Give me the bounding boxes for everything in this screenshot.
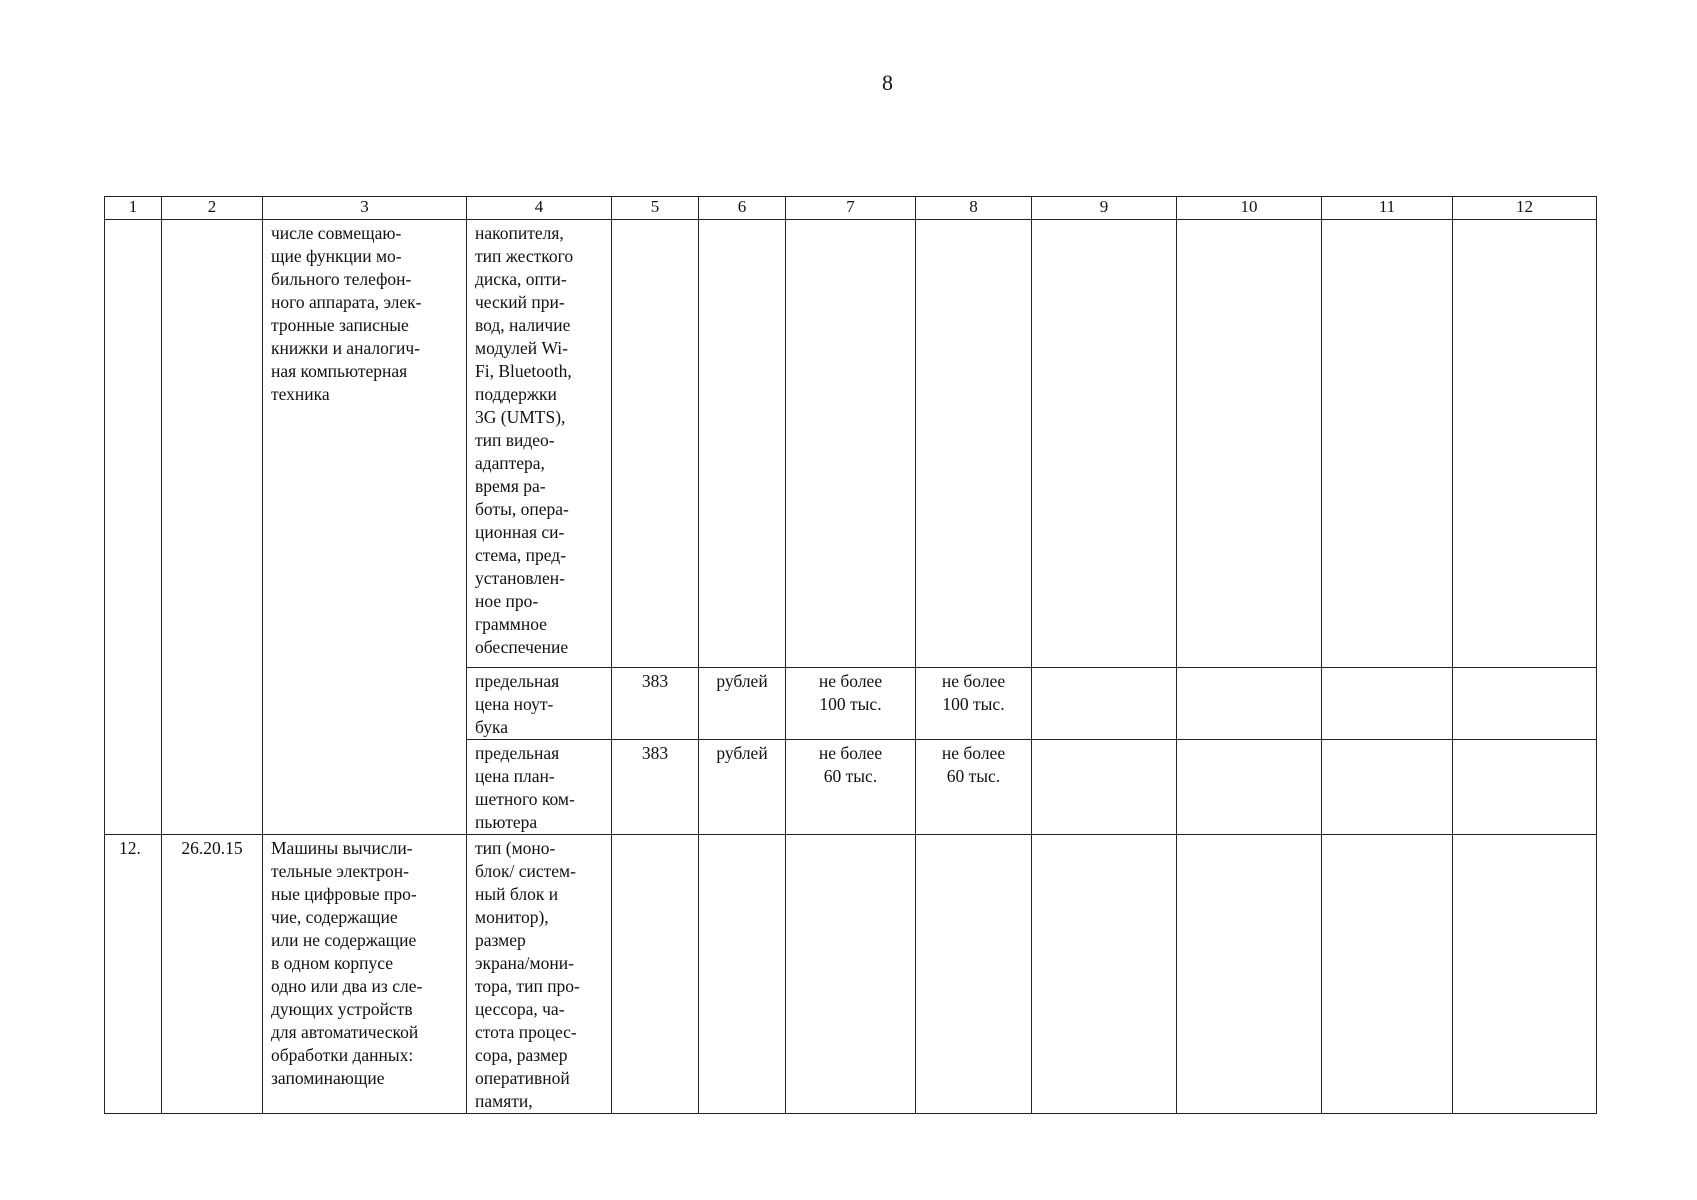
- cell-empty-9: [1032, 740, 1177, 835]
- cell-empty-11: [1322, 220, 1453, 668]
- characteristic-text: накопителя, тип жесткого диска, опти- ческий при- вод, наличие модулей Wi- Fi, Bluetooth, поддержки 3G (UMTS), тип видео- адаптера, время ра- боты, опера- ционная си- стема, пред- установлен- ное про- граммное обеспечение: [475, 223, 574, 657]
- item-number: 12.: [119, 838, 141, 858]
- item-name: Машины вычисли- тельные электрон- ные цифровые про- чие, содержащие или не содержащие в одном корпусе одно или два из сле- дующих устройств для автоматической обработки данных: запоминающие: [271, 838, 423, 1088]
- cell-empty-9: [1032, 835, 1177, 1114]
- cell-empty-10: [1177, 835, 1322, 1114]
- cell-empty-10: [1177, 668, 1322, 740]
- cell-code: [162, 220, 263, 835]
- cell-value-7: не более 60 тыс.: [786, 740, 916, 835]
- cell-empty-11: [1322, 668, 1453, 740]
- cell-value-7: [786, 835, 916, 1114]
- col-header-8: 8: [916, 197, 1032, 220]
- cell-okei-code: 383: [612, 668, 699, 740]
- cell-empty-12: [1453, 668, 1597, 740]
- cell-empty-10: [1177, 220, 1322, 668]
- col-header-11: 11: [1322, 197, 1453, 220]
- cell-num: [105, 835, 162, 1114]
- cell-code: [162, 835, 263, 1114]
- page-number: 8: [882, 70, 893, 95]
- item-name-continued: числе совмещаю- щие функции мо- бильного телефон- ного аппарата, элек- тронные записные книжки и аналогич- ная компьютерная техника: [271, 223, 422, 404]
- col-header-2: 2: [162, 197, 263, 220]
- cell-okei-code: 383: [612, 740, 699, 835]
- col-header-3: 3: [263, 197, 467, 220]
- col-header-9: 9: [1032, 197, 1177, 220]
- col-header-10: 10: [1177, 197, 1322, 220]
- cell-empty-12: [1453, 220, 1597, 668]
- cell-empty-12: [1453, 835, 1597, 1114]
- table-row: [105, 835, 1597, 1114]
- okpd2-code: 26.20.15: [181, 838, 243, 858]
- characteristic-text: предельная цена ноут- бука: [475, 671, 560, 737]
- characteristic-text: предельная цена план- шетного ком- пьютера: [475, 743, 575, 832]
- cell-value-8: не более 60 тыс.: [916, 740, 1032, 835]
- col-header-6: 6: [699, 197, 786, 220]
- col-header-5: 5: [612, 197, 699, 220]
- cell-empty-9: [1032, 220, 1177, 668]
- col-header-12: 12: [1453, 197, 1597, 220]
- cell-empty-9: [1032, 668, 1177, 740]
- cell-okei-code: [612, 220, 699, 668]
- cell-num: [105, 220, 162, 835]
- cell-value-7: [786, 220, 916, 668]
- cell-item-name: [263, 835, 467, 1114]
- cell-empty-10: [1177, 740, 1322, 835]
- cell-characteristic: [467, 220, 612, 668]
- col-header-7: 7: [786, 197, 916, 220]
- cell-characteristic: [467, 740, 612, 835]
- cell-item-name: [263, 220, 467, 835]
- cell-characteristic: [467, 835, 612, 1114]
- characteristic-text: тип (моно- блок/ систем- ный блок и монитор), размер экрана/мони- тора, тип про- цессора, ча- стота процес- сора, размер оперативной памяти,: [475, 838, 580, 1111]
- cell-unit: [699, 220, 786, 668]
- requirements-table: [104, 196, 1597, 1114]
- col-header-4: 4: [467, 197, 612, 220]
- cell-okei-code: [612, 835, 699, 1114]
- header-row: [105, 197, 1597, 220]
- cell-unit: рублей: [699, 668, 786, 740]
- cell-unit: рублей: [699, 740, 786, 835]
- table-row: [105, 220, 1597, 668]
- cell-characteristic: [467, 668, 612, 740]
- cell-empty-11: [1322, 835, 1453, 1114]
- cell-value-7: не более 100 тыс.: [786, 668, 916, 740]
- cell-unit: [699, 835, 786, 1114]
- cell-value-8: [916, 835, 1032, 1114]
- cell-empty-11: [1322, 740, 1453, 835]
- cell-empty-12: [1453, 740, 1597, 835]
- cell-value-8: не более 100 тыс.: [916, 668, 1032, 740]
- cell-value-8: [916, 220, 1032, 668]
- col-header-1: 1: [105, 197, 162, 220]
